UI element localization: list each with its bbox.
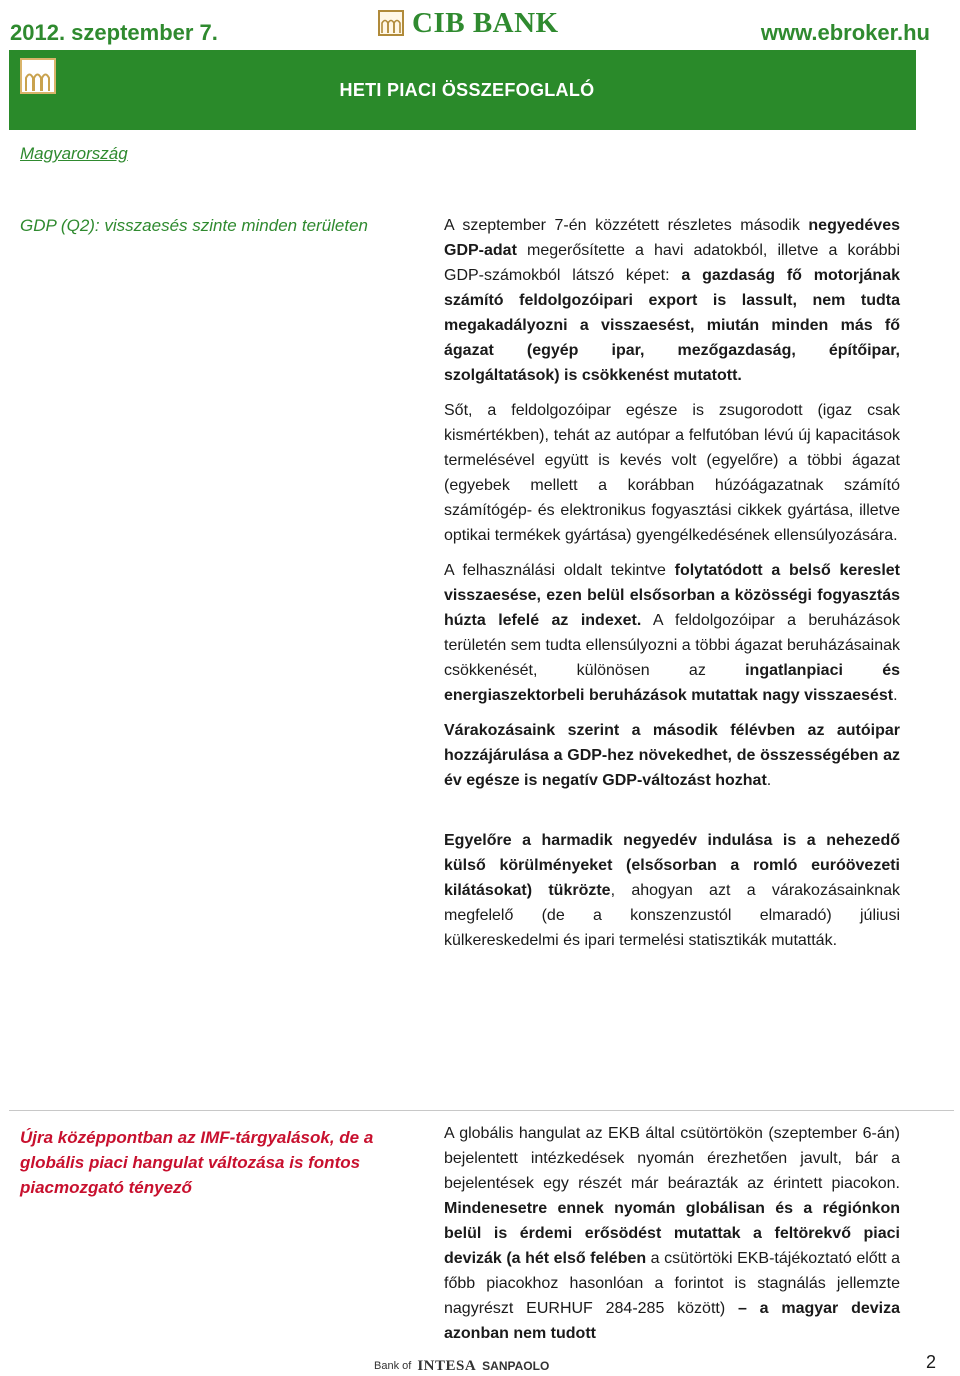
paragraph [444,213,900,388]
intesa-label: INTESA [417,1357,477,1374]
paragraph [444,558,900,708]
bank-name: CIB BANK [412,6,559,39]
page-title: HETI PIACI ÖSSZEFOGLALÓ [339,80,595,100]
bank-of-label: Bank of [374,1360,412,1372]
side-heading-gdp: GDP (Q2): visszaesés szinte minden területen [20,216,369,235]
text: A szeptember 7-én közzétett részletes második [444,217,809,234]
sanpaolo-label: SANPAOLO [482,1359,550,1373]
imf-article [444,1121,900,1346]
text: A felhasználási oldalt tekintve [444,562,675,579]
bold-text: folytatódott a belső kereslet visszaesése, ezen belül elsősorban a közösségi fogyasztás húzta lefelé az indexet. [444,562,900,629]
bold-text: a gazdaság fő motorjának számító feldolgozóipari export is lassult, nem tudta megakadályozni a visszaesést, miután minden más fő ágazat (egyép ipar, mezőgazdaság, építőipar, szolgáltatások) is csökkenést mutatott. [444,267,900,384]
section-divider [9,1110,954,1111]
website-link[interactable]: www.ebroker.hu [760,20,930,45]
paragraph [444,1121,900,1346]
text: megerősítette a havi adatokból, illetve a korábbi GDP-számokból látszó képet: [444,242,900,284]
text: Sőt, a feldolgozóipar egésze is zsugorodott (igaz csak kismértékben), tehát az autópar a felfutóban lévú új kapacitások termelésével együtt is kevés volt (egyelőre) a többi ágazat (egyebek mellett a korábban húzóágazatnak számító számítógép- és elektronikus fogyasztási cikkek gyártása, illetve optikai termékek gyártása) gyengélkedésének ellensúlyozására. [444,402,900,544]
bold-text: Várakozásaink szerint a második félévben az autóipar hozzájárulása a GDP-hez növekedhet, de összességében az év egésze is negatív GDP-változást hozhat [444,722,900,789]
section-title: Magyarország [20,144,128,163]
gdp-article [444,213,900,953]
bold-text: negyedéves GDP-adat [444,217,900,259]
page-number: 2 [925,1352,936,1372]
cib-logo-icon [378,10,404,36]
text: a csütörtöki EKB-tájékoztató előtt a főbb piacokhoz hasonlóan a forintot is stagnálás jellemzte nagyrészt EURHUF 284-285 között) [444,1250,900,1317]
text: . [766,772,772,789]
side-heading-imf: Újra középpontban az IMF-tárgyalások, de a globális piaci hangulat változása is fontos piacmozgató tényező [20,1128,374,1197]
paragraph [444,718,900,793]
text: , ahogyan azt a várakozásainknak megfelelő (de a konszenzustól elmaradó) júliusi külkereskedelmi és ipari termelési statisztikák mutatták. [444,882,900,949]
bold-text: Mindenesetre ennek nyomán globálisan és a régiónkon belül is érdemi erősödést mutattak a feltörekvő piaci devizák (a hét első felében [444,1200,900,1267]
footer-bank-logo [374,1357,549,1375]
text: A feldolgozóipar a beruházások területén sem tudta ellensúlyozni a többi ágazat beruházásainak csökkenését, különösen az [444,612,900,679]
bank-brand [378,6,559,40]
text: . [893,687,898,704]
report-date: 2012. szeptember 7. [10,20,218,45]
paragraph [444,828,900,953]
bold-text: Egyelőre a harmadik negyedév indulása is a nehezedő külső körülményeket (elsősorban a romló euróövezeti kilátásokat) tükrözte [444,832,900,899]
paragraph [444,398,900,548]
bold-text: ingatlanpiaci és energiaszektorbeli beruházások mutattak nagy visszaesést [444,662,900,704]
text: A globális hangulat az EKB által csütörtökön (szeptember 6-án) bejelentett intézkedések nyomán érezhetően javult, bár a bejelentések egy részét már beárazták az érintett piacokon. [444,1125,900,1192]
bold-text: – a magyar deviza azonban nem tudott [444,1300,901,1342]
